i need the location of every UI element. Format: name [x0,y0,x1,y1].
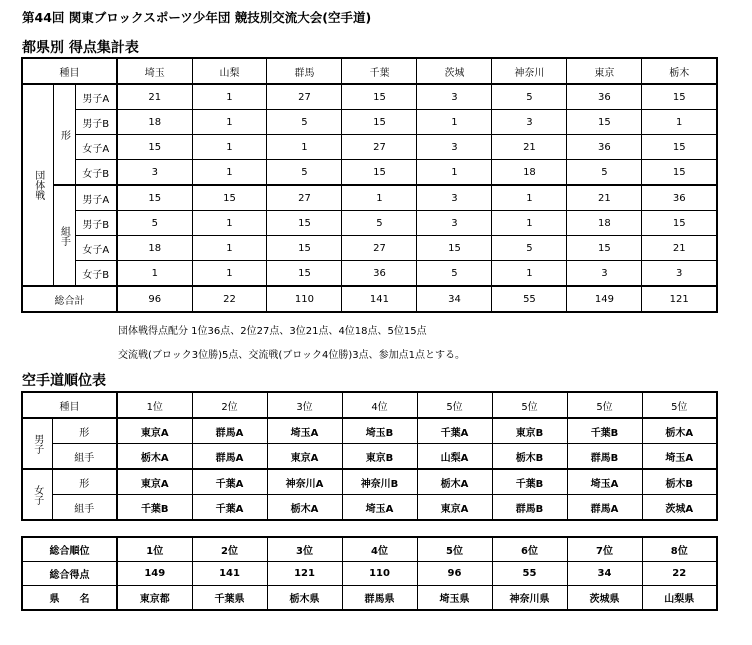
total-value: 55 [492,286,567,312]
overall-cell: 3位 [267,537,342,562]
overall-cell: 121 [267,562,342,586]
score-cell: 15 [267,236,342,261]
team-cell: 東京A [267,444,342,470]
score-cell: 3 [417,185,492,211]
team-cell: 栃木A [417,469,492,495]
table-row [22,537,717,562]
overall-cell: 55 [492,562,567,586]
header-prefecture: 栃木 [642,58,717,84]
overall-cell: 2位 [192,537,267,562]
score-cell: 1 [117,261,192,287]
score-cell: 3 [492,110,567,135]
group-label: 団体戦 [22,84,53,286]
table-row [22,211,717,236]
header-rank: 5位 [492,392,567,418]
overall-cell: 東京都 [117,586,192,611]
team-cell: 栃木A [267,495,342,521]
score-cell: 36 [342,261,417,287]
style-label: 組手 [52,495,117,521]
score-cell: 36 [642,185,717,211]
row-label: 女子A [75,236,117,261]
header-event-label: 種目 [22,392,117,418]
team-cell: 東京A [117,418,192,444]
ranking-table [21,391,718,521]
score-cell: 3 [417,135,492,160]
team-cell: 千葉A [417,418,492,444]
gender-label: 女子 [22,469,52,520]
total-value: 110 [267,286,342,312]
score-cell: 5 [567,160,642,186]
overall-cell: 22 [642,562,717,586]
team-cell: 千葉A [192,469,267,495]
score-cell: 1 [192,261,267,287]
overall-cell: 1位 [117,537,192,562]
total-value: 96 [117,286,192,312]
style-label: 組手 [53,185,75,286]
section-title-score-table: 都県別 得点集計表 [22,40,139,56]
total-value: 149 [567,286,642,312]
header-rank: 3位 [267,392,342,418]
team-cell: 千葉B [117,495,192,521]
overall-cell: 4位 [342,537,417,562]
overall-cell: 5位 [417,537,492,562]
row-label: 総合得点 [22,562,117,586]
score-cell: 5 [492,236,567,261]
team-cell: 埼玉A [267,418,342,444]
style-label: 形 [53,84,75,185]
header-prefecture: 山梨 [192,58,267,84]
score-cell: 15 [642,211,717,236]
row-label: 女子A [75,135,117,160]
table-row [22,586,717,611]
gender-label: 男子 [22,418,52,469]
score-cell: 1 [192,160,267,186]
score-cell: 27 [267,185,342,211]
table-row [22,236,717,261]
score-cell: 36 [567,84,642,110]
score-cell: 5 [417,261,492,287]
document-title: 第44回 関東ブロックスポーツ少年団 競技別交流大会(空手道) [22,10,372,25]
score-cell: 3 [417,84,492,110]
overall-cell: 8位 [642,537,717,562]
score-cell: 18 [117,110,192,135]
overall-cell: 埼玉県 [417,586,492,611]
score-cell: 3 [567,261,642,287]
score-cell: 1 [267,135,342,160]
overall-cell: 神奈川県 [492,586,567,611]
score-cell: 21 [567,185,642,211]
team-cell: 山梨A [417,444,492,470]
score-cell: 27 [342,135,417,160]
table-row [22,84,717,110]
team-cell: 栃木B [642,469,717,495]
header-rank: 5位 [567,392,642,418]
header-rank: 4位 [342,392,417,418]
header-prefecture: 群馬 [267,58,342,84]
row-label: 男子B [75,211,117,236]
team-cell: 千葉A [192,495,267,521]
total-label: 総合計 [22,286,117,312]
score-cell: 21 [117,84,192,110]
score-cell: 3 [642,261,717,287]
team-cell: 千葉B [492,469,567,495]
table-row [22,444,717,470]
overall-cell: 6位 [492,537,567,562]
team-cell: 東京B [492,418,567,444]
score-cell: 21 [492,135,567,160]
overall-cell: 34 [567,562,642,586]
score-cell: 3 [417,211,492,236]
score-cell: 15 [267,261,342,287]
team-cell: 群馬A [192,418,267,444]
score-summary-table [21,57,718,313]
team-cell: 栃木A [642,418,717,444]
row-label: 総合順位 [22,537,117,562]
score-cell: 1 [192,110,267,135]
header-prefecture: 東京 [567,58,642,84]
score-cell: 1 [492,185,567,211]
score-cell: 5 [342,211,417,236]
team-cell: 東京B [342,444,417,470]
note-exchange: 交流戦(ブロック3位勝)5点、交流戦(ブロック4位勝)3点、参加点1点とする。 [118,350,466,361]
score-cell: 36 [567,135,642,160]
table-row [22,110,717,135]
total-value: 34 [417,286,492,312]
score-cell: 5 [267,160,342,186]
header-event-label: 種目 [22,58,117,84]
table-header-row [22,58,717,84]
header-rank: 5位 [417,392,492,418]
overall-cell: 149 [117,562,192,586]
overall-cell: 141 [192,562,267,586]
score-cell: 1 [492,261,567,287]
table-row [22,562,717,586]
overall-cell: 栃木県 [267,586,342,611]
score-cell: 5 [492,84,567,110]
table-row [22,160,717,186]
score-cell: 15 [642,84,717,110]
score-cell: 5 [117,211,192,236]
row-label: 県 名 [22,586,117,611]
overall-cell: 群馬県 [342,586,417,611]
style-label: 組手 [52,444,117,470]
score-cell: 1 [192,135,267,160]
table-header-row [22,392,717,418]
style-label: 形 [52,418,117,444]
team-cell: 群馬B [492,495,567,521]
section-title-ranking-table: 空手道順位表 [22,373,106,389]
score-cell: 15 [117,135,192,160]
overall-cell: 7位 [567,537,642,562]
score-cell: 1 [342,185,417,211]
team-cell: 神奈川A [267,469,342,495]
note-scoring: 団体戦得点配分 1位36点、2位27点、3位21点、4位18点、5位15点 [118,326,427,337]
row-label: 男子A [75,185,117,211]
header-prefecture: 埼玉 [117,58,192,84]
team-cell: 群馬B [567,444,642,470]
score-cell: 15 [567,236,642,261]
team-cell: 埼玉A [642,444,717,470]
overall-cell: 110 [342,562,417,586]
style-label: 形 [52,469,117,495]
score-cell: 15 [342,84,417,110]
score-cell: 1 [417,160,492,186]
overall-cell: 千葉県 [192,586,267,611]
team-cell: 埼玉A [567,469,642,495]
team-cell: 栃木A [117,444,192,470]
table-row [22,261,717,287]
score-cell: 15 [342,110,417,135]
score-cell: 18 [492,160,567,186]
team-cell: 栃木B [492,444,567,470]
score-cell: 1 [417,110,492,135]
table-row [22,469,717,495]
overall-ranking-table [21,536,718,611]
score-cell: 15 [267,211,342,236]
score-cell: 18 [117,236,192,261]
score-cell: 1 [192,236,267,261]
score-cell: 15 [192,185,267,211]
score-cell: 15 [117,185,192,211]
overall-cell: 茨城県 [567,586,642,611]
team-cell: 東京A [417,495,492,521]
team-cell: 埼玉B [342,418,417,444]
score-cell: 21 [642,236,717,261]
score-cell: 1 [192,84,267,110]
score-cell: 15 [567,110,642,135]
team-cell: 千葉B [567,418,642,444]
header-prefecture: 茨城 [417,58,492,84]
score-cell: 15 [342,160,417,186]
score-cell: 18 [567,211,642,236]
table-row [22,418,717,444]
score-cell: 27 [342,236,417,261]
total-value: 141 [342,286,417,312]
score-cell: 1 [192,211,267,236]
team-cell: 神奈川B [342,469,417,495]
table-row [22,135,717,160]
overall-cell: 山梨県 [642,586,717,611]
header-rank: 5位 [642,392,717,418]
score-cell: 15 [417,236,492,261]
row-label: 男子A [75,84,117,110]
row-label: 女子B [75,261,117,287]
table-row [22,495,717,521]
score-cell: 15 [642,160,717,186]
team-cell: 群馬A [192,444,267,470]
header-rank: 2位 [192,392,267,418]
row-label: 女子B [75,160,117,186]
score-cell: 1 [492,211,567,236]
header-prefecture: 神奈川 [492,58,567,84]
row-label: 男子B [75,110,117,135]
overall-cell: 96 [417,562,492,586]
header-rank: 1位 [117,392,192,418]
total-row [22,286,717,312]
header-prefecture: 千葉 [342,58,417,84]
table-row [22,185,717,211]
score-cell: 27 [267,84,342,110]
score-cell: 3 [117,160,192,186]
team-cell: 群馬A [567,495,642,521]
team-cell: 東京A [117,469,192,495]
score-cell: 5 [267,110,342,135]
total-value: 22 [192,286,267,312]
score-cell: 1 [642,110,717,135]
team-cell: 埼玉A [342,495,417,521]
team-cell: 茨城A [642,495,717,521]
total-value: 121 [642,286,717,312]
score-cell: 15 [642,135,717,160]
